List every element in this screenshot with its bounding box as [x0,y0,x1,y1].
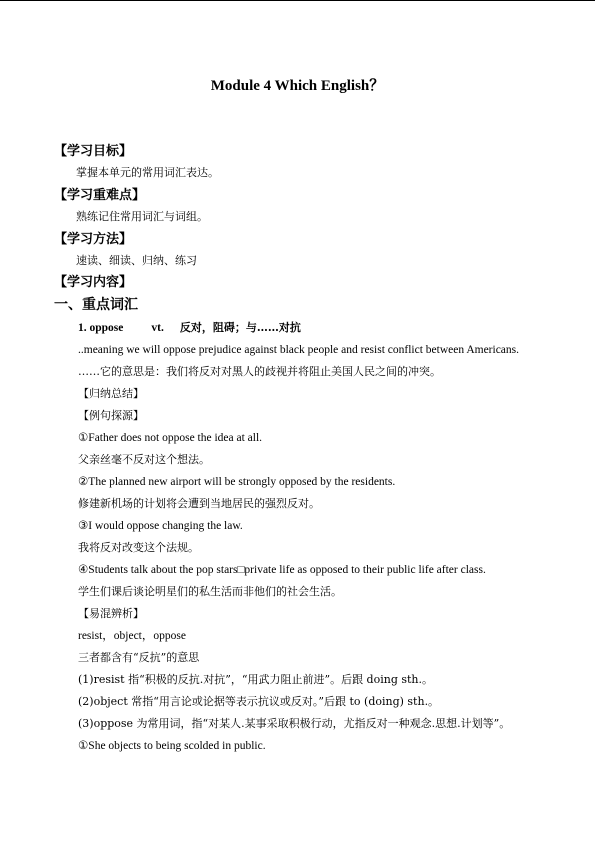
goal-text: 掌握本单元的常用词汇表达。 [76,166,219,179]
distinguish-label: 【易混辨析】 [78,607,144,620]
example-en: ②The planned new airport will be strongly opposed by the residents. [78,476,396,488]
final-example: ①She objects to being scolded in public. [78,740,266,752]
summary-label: 【归纳总结】 [78,387,144,400]
usage-note: (1)resist 指“积极的反抗.对抗”，“用武力阻止前进”。后跟 doing sth.。 [78,673,434,686]
content-heading: 【学习内容】 [54,275,133,290]
example-en: ①Father does not oppose the idea at all. [78,432,263,444]
entry-pos: vt. [151,322,164,334]
usage-note: (3)oppose 为常用词，指“对某人.某事采取积极行动，尤指反对一种观念.思想.计划等”。 [78,717,511,730]
source-text-cn: ……它的意思是：我们将反对对黑人的歧视并将阻止美国人民之间的冲突。 [78,365,441,378]
usage-note: (2)object 常指“用言论或论据等表示抗议或反对。”后跟 to (doing) sth.。 [78,695,440,708]
key-points-heading: 【学习重难点】 [54,188,146,203]
example-cn: 父亲丝毫不反对这个想法。 [78,453,210,466]
method-heading: 【学习方法】 [54,232,133,247]
examples-label: 【例句探源】 [78,409,144,422]
confusable-words: resist，object，oppose [78,630,186,642]
method-text: 速读、细读、归纳、练习 [76,254,197,267]
section-heading: 一、重点词汇 [54,297,138,313]
example-en: ④Students talk about the pop stars□private life as opposed to their public life after class. [78,564,486,576]
document-title: Module 4 Which English？ [210,78,385,94]
entry-meaning: 反对，阻碍；与……对抗 [179,321,301,334]
entry-word: 1. oppose [78,322,124,334]
vocab-entry [78,321,301,335]
example-en: ③I would oppose changing the law. [78,520,243,532]
source-text-en: ..meaning we will oppose prejudice against black people and resist conflict between Americans. [78,344,520,356]
example-cn: 修建新机场的计划将会遭到当地居民的强烈反对。 [78,497,320,510]
example-cn: 我将反对改变这个法规。 [78,541,199,554]
common-meaning: 三者都含有“反抗”的意思 [78,651,200,664]
example-cn: 学生们课后谈论明星们的私生活而非他们的社会生活。 [78,585,342,598]
goal-heading: 【学习目标】 [54,144,133,159]
key-points-text: 熟练记住常用词汇与词组。 [76,210,208,223]
